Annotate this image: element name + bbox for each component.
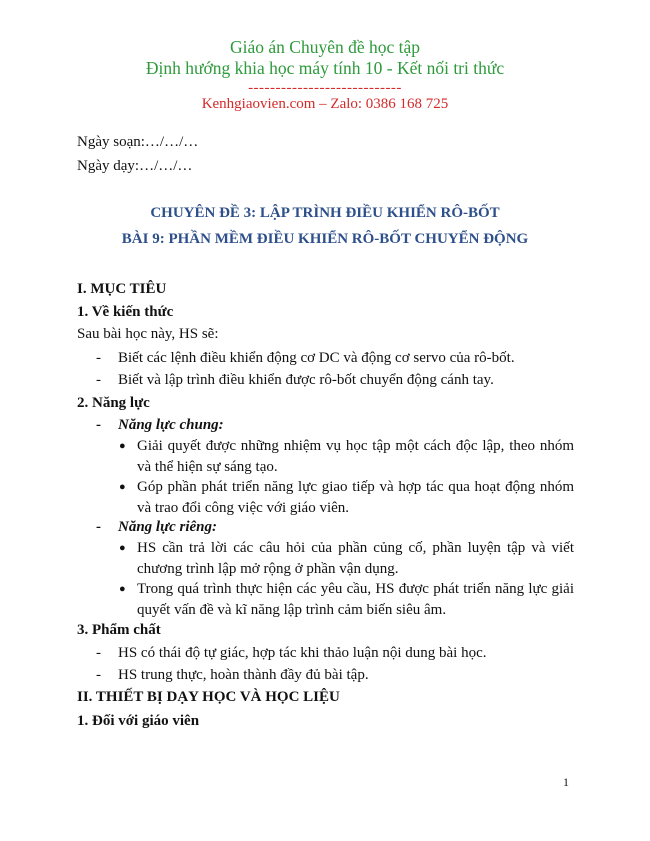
specific-competence-item: HS cần trả lời các câu hỏi của phần củng cố, phần luyện tập và viết chương trình lập mở rộng ở phần vận dụng.	[137, 540, 574, 577]
subheading-qualities: 3. Phẩm chất	[77, 622, 161, 638]
header-separator: ----------------------------	[248, 80, 402, 96]
date-taught: Ngày dạy:…/…/…	[77, 158, 193, 174]
list-dash: -	[96, 372, 101, 388]
bullet-icon: ●	[119, 440, 126, 452]
specific-competence-item: Trong quá trình thực hiện các yêu cầu, HS được phát triển năng lực giải quyết vấn đề và kĩ năng lập trình cảm biến siêu âm.	[137, 581, 574, 618]
specific-competence-label: Năng lực riêng:	[118, 519, 217, 535]
list-dash: -	[96, 417, 101, 433]
header-subtitle: Định hướng khia học máy tính 10 - Kết nối tri thức	[145, 58, 505, 78]
quality-item: HS trung thực, hoàn thành đầy đủ bài tập.	[118, 667, 369, 683]
knowledge-item: Biết và lập trình điều khiển được rô-bốt chuyển động cánh tay.	[118, 372, 494, 388]
list-dash: -	[96, 645, 101, 661]
bullet-icon: ●	[119, 542, 126, 554]
page-number: 1	[563, 775, 569, 789]
subheading-knowledge: 1. Về kiến thức	[77, 304, 174, 320]
general-competence-label: Năng lực chung:	[118, 417, 224, 433]
lesson-title: BÀI 9: PHẦN MỀM ĐIỀU KHIỂN RÔ-BỐT CHUYỂN ĐỘNG	[121, 231, 529, 247]
list-dash: -	[96, 519, 101, 535]
subheading-competence: 2. Năng lực	[77, 395, 150, 411]
general-competence-item: Giải quyết được những nhiệm vụ học tập một cách độc lập, theo nhóm và thể hiện sự sáng tạo.	[137, 438, 574, 475]
knowledge-item: Biết các lệnh điều khiển động cơ DC và động cơ servo của rô-bốt.	[118, 350, 515, 366]
bullet-icon: ●	[119, 481, 126, 493]
header-source: Kenhgiaovien.com – Zalo: 0386 168 725	[201, 96, 449, 112]
header-title: Giáo án Chuyên đề học tập	[229, 37, 420, 57]
date-prepared: Ngày soạn:…/…/…	[77, 134, 199, 150]
bullet-icon: ●	[119, 583, 126, 595]
quality-item: HS có thái độ tự giác, hợp tác khi thảo luận nội dung bài học.	[118, 645, 487, 661]
topic-title: CHUYÊN ĐỀ 3: LẬP TRÌNH ĐIỀU KHIỂN RÔ-BỐT	[150, 205, 500, 221]
section-heading-equipment: II. THIẾT BỊ DẠY HỌC VÀ HỌC LIỆU	[77, 689, 340, 705]
list-dash: -	[96, 350, 101, 366]
list-dash: -	[96, 667, 101, 683]
section-heading-objectives: I. MỤC TIÊU	[77, 281, 167, 297]
general-competence-item: Góp phần phát triển năng lực giao tiếp và hợp tác qua hoạt động nhóm và trao đổi công việc với giáo viên.	[137, 479, 574, 516]
knowledge-intro: Sau bài học này, HS sẽ:	[77, 326, 219, 342]
subheading-teacher: 1. Đối với giáo viên	[77, 713, 200, 729]
